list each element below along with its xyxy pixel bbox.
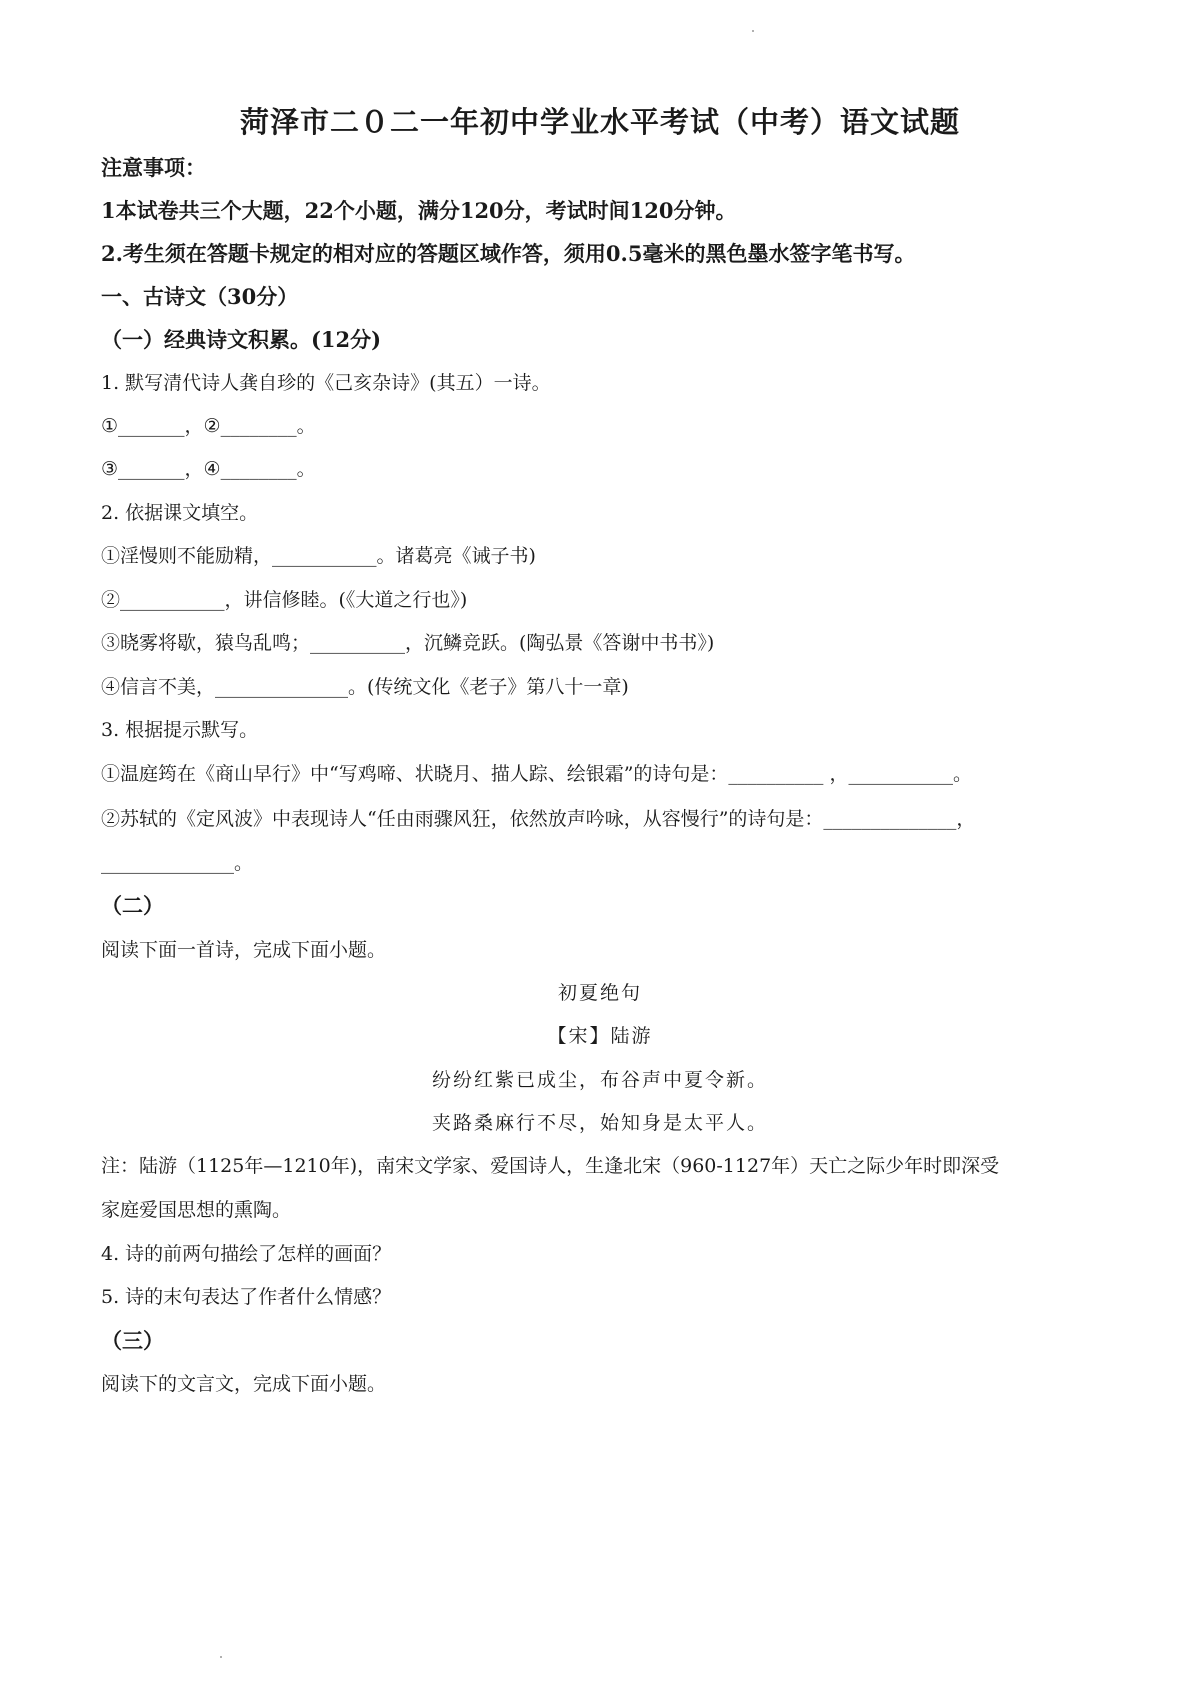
question-3-stem: 3. 根据提示默写。	[101, 719, 259, 741]
question-3-item-a: ①温庭筠在《商山早行》中“写鸡啼、状晓月、描人踪、绘银霜”的诗句是：__________ ，___________。	[101, 763, 972, 785]
notice-heading: 注意事项：	[101, 155, 206, 180]
question-2-item-b: ②___________，讲信修睦。(《大道之行也》)	[101, 589, 468, 611]
question-2-stem: 2. 依据课文填空。	[101, 502, 259, 524]
notice-item-1: 1本试卷共三个大题，22个小题，满分120分，考试时间120分钟。	[101, 198, 737, 223]
poem-line-2: 夹路桑麻行不尽，始知身是太平人。	[431, 1112, 768, 1134]
part-3-intro: 阅读下的文言文，完成下面小题。	[101, 1373, 387, 1395]
part-2-heading: （二）	[101, 893, 164, 918]
poem-line-1: 纷纷红紫已成尘，布谷声中夏令新。	[431, 1069, 768, 1091]
poem-note-line-2: 家庭爱国思想的熏陶。	[101, 1199, 292, 1221]
part-3-heading: （三）	[101, 1328, 164, 1353]
page-title: 菏泽市二０二一年初中学业水平考试（中考）语文试题	[239, 105, 960, 139]
question-1-blank-line-1: ①_______，②________。	[101, 415, 316, 437]
question-5: 5. 诗的末句表达了作者什么情感？	[101, 1286, 392, 1308]
question-4: 4. 诗的前两句描绘了怎样的画面？	[101, 1243, 392, 1265]
poem-title: 初夏绝句	[557, 982, 642, 1004]
question-2-item-d: ④信言不美，______________。(传统文化《老子》第八十一章)	[101, 676, 629, 698]
question-3-item-b-continued: ______________。	[101, 852, 254, 874]
part-1-heading: （一）经典诗文积累。(12分)	[101, 327, 382, 352]
scan-speck	[220, 1656, 222, 1658]
scan-speck	[752, 30, 754, 32]
question-1-blank-line-2: ③_______，④________。	[101, 458, 316, 480]
poem-author: 【宋】陆游	[547, 1025, 653, 1047]
question-2-item-a: ①淫慢则不能励精，___________。诸葛亮《诫子书)	[101, 545, 536, 567]
question-3-item-b: ②苏轼的《定风波》中表现诗人“任由雨骤风狂，依然放声吟咏，从容慢行”的诗句是：______________，	[101, 808, 976, 830]
poem-note-line-1: 注：陆游（1125年—1210年)，南宋文学家、爱国诗人，生逢北宋（960-1127年）天亡之际少年时即深受	[101, 1155, 1000, 1177]
question-2-item-c: ③晓雾将歇，猿鸟乱鸣；__________，沉鳞竞跃。(陶弘景《答谢中书书》)	[101, 632, 715, 654]
notice-item-2: 2.考生须在答题卡规定的相对应的答题区域作答，须用0.5毫米的黑色墨水签字笔书写。	[101, 241, 916, 266]
part-2-intro: 阅读下面一首诗，完成下面小题。	[101, 939, 387, 961]
question-1-stem: 1. 默写清代诗人龚自珍的《己亥杂诗》(其五）一诗。	[101, 372, 551, 394]
section-1-heading: 一、古诗文（30分）	[101, 284, 299, 309]
